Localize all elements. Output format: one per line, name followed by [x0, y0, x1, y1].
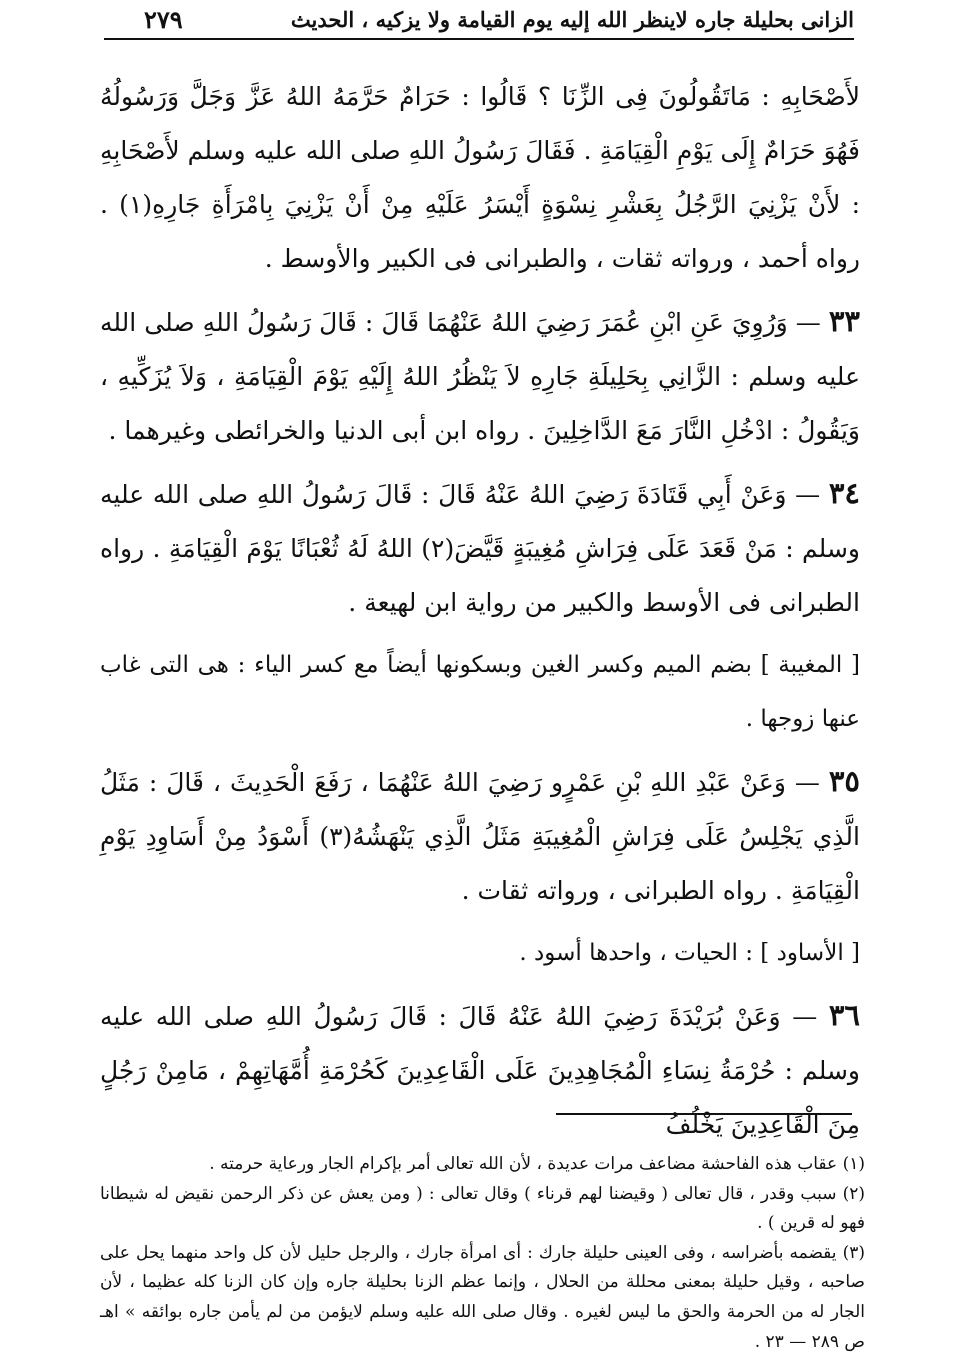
gloss-asawid: [ الأساود ] : الحيات ، واحدها أسود .	[519, 940, 860, 966]
footnote-2: (٢) سبب وقدر ، قال تعالى ( وقيضنا لهم قرناء ) وقال تعالى : ( ومن يعش عن ذكر الرحمن نقيض له شيطانا فهو له قرين ) .	[100, 1183, 865, 1234]
footnote-1: (١) عقاب هذه الفاحشة مضاعف مرات عديدة ، لأن الله تعالى أمر بإكرام الجار ورعاية حرمته .	[209, 1154, 865, 1174]
hadith-number: ٣٣	[828, 304, 860, 338]
hadith-33	[100, 294, 860, 458]
hadith-34	[100, 466, 860, 630]
hadith-text: — وَرُوِيَ عَنِ ابْنِ عُمَرَ رَضِيَ اللهُ عَنْهُمَا قَالَ : قَالَ رَسُولُ اللهِ صلى الله عليه وسلم : الزَّانِي بِحَلِيلَةِ جَارِهِ لاَ يَنْظُرُ اللهُ إِلَيْهِ يَوْمَ الْقِيَامَةِ ، وَلاَ يُزَكِّيهِ ، وَيَقُولُ : ادْخُلِ النَّارَ مَعَ الدَّاخِلِينَ . رواه ابن أبى الدنيا والخرائطى وغيرهما .	[100, 308, 860, 445]
hadith-36	[100, 988, 860, 1152]
hadith-number: ٣٦	[828, 998, 860, 1032]
hadith-text: — وَعَنْ بُرَيْدَةَ رَضِيَ اللهُ عَنْهُ قَالَ : قَالَ رَسُولُ اللهِ صلى الله عليه وسلم : حُرْمَةُ نِسَاءِ الْمُجَاهِدِينَ عَلَى الْقَاعِدِينَ كَحُرْمَةِ أُمَّهَاتِهِمْ ، مَامِنْ رَجُلٍ مِنَ الْقَاعِدِينَ يَخْلُفُ	[100, 1002, 860, 1139]
page-number: ٢٧٩	[144, 4, 183, 34]
hadith-text: — وَعَنْ أَبِي قَتَادَةَ رَضِيَ اللهُ عَنْهُ قَالَ : قَالَ رَسُولُ اللهِ صلى الله عليه وسلم : مَنْ قَعَدَ عَلَى فِرَاشِ مُغِيبَةٍ قَيَّضَ(٢) اللهُ لَهُ ثُعْبَانًا يَوْمَ الْقِيَامَةِ . رواه الطبرانى فى الأوسط والكبير من رواية ابن لهيعة .	[100, 480, 860, 617]
main-text	[100, 70, 860, 1160]
hadith-text: — وَعَنْ عَبْدِ اللهِ بْنِ عَمْرٍو رَضِيَ اللهُ عَنْهُمَا ، رَفَعَ الْحَدِيثَ ، قَالَ : مَثَلُ الَّذِي يَجْلِسُ عَلَى فِرَاشِ الْمُغِيبَةِ مَثَلُ الَّذِي يَنْهَشُهُ(٣) أَسْوَدُ مِنْ أَسَاوِدِ يَوْمِ الْقِيَامَةِ . رواه الطبرانى ، ورواته ثقات .	[100, 768, 860, 905]
running-title: الزانى بحليلة جاره لاينظر الله إليه يوم القيامة ولا يزكيه ، الحديث	[290, 6, 854, 32]
hadith-number: ٣٥	[828, 764, 861, 798]
hadith-number: ٣٤	[828, 476, 860, 510]
footnotes	[100, 1150, 865, 1357]
running-header	[104, 0, 854, 40]
gloss-mughiba: [ المغيبة ] بضم الميم وكسر الغين وبسكونها أيضاً مع كسر الياء : هى التى غاب عنها زوجها .	[100, 652, 860, 732]
hadith-35	[100, 754, 860, 918]
footnote-3: (٣) يقضمه بأضراسه ، وفى العينى حليلة جارك : أى امرأة جارك ، والرجل حليل لأن كل واحد منهما يحل على صاحبه ، وقيل حليلة بمعنى محللة من الحلال ، وإنما عظم الزنا بحليلة جاره وإن كان الزنا كله عظيما ، لأن الجار له من الحرمة والحق ما ليس لغيره . وقال صلى الله عليه وسلم لايؤمن من لم يأمن جاره بوائقه » اهـ ص ٢٨٩ — ٢٣ .	[100, 1242, 865, 1352]
paragraph-continuation: لأَصْحَابِهِ : مَاتَقُولُونَ فِى الزِّنَا ؟ قَالُوا : حَرَامٌ حَرَّمَهُ اللهُ عَزَّ وَجَلَّ وَرَسُولُهُ فَهُوَ حَرَامٌ إِلَى يَوْمِ الْقِيَامَةِ . فَقَالَ رَسُولُ اللهِ صلى الله عليه وسلم لأَصْحَابِهِ : لأَنْ يَزْنِيَ الرَّجُلُ بِعَشْرِ نِسْوَةٍ أَيْسَرُ عَلَيْهِ مِنْ أَنْ يَزْنِيَ بِامْرَأَةِ جَارِهِ(١) . رواه أحمد ، ورواته ثقات ، والطبرانى فى الكبير والأوسط .	[100, 82, 861, 273]
footnote-divider	[556, 1113, 852, 1115]
